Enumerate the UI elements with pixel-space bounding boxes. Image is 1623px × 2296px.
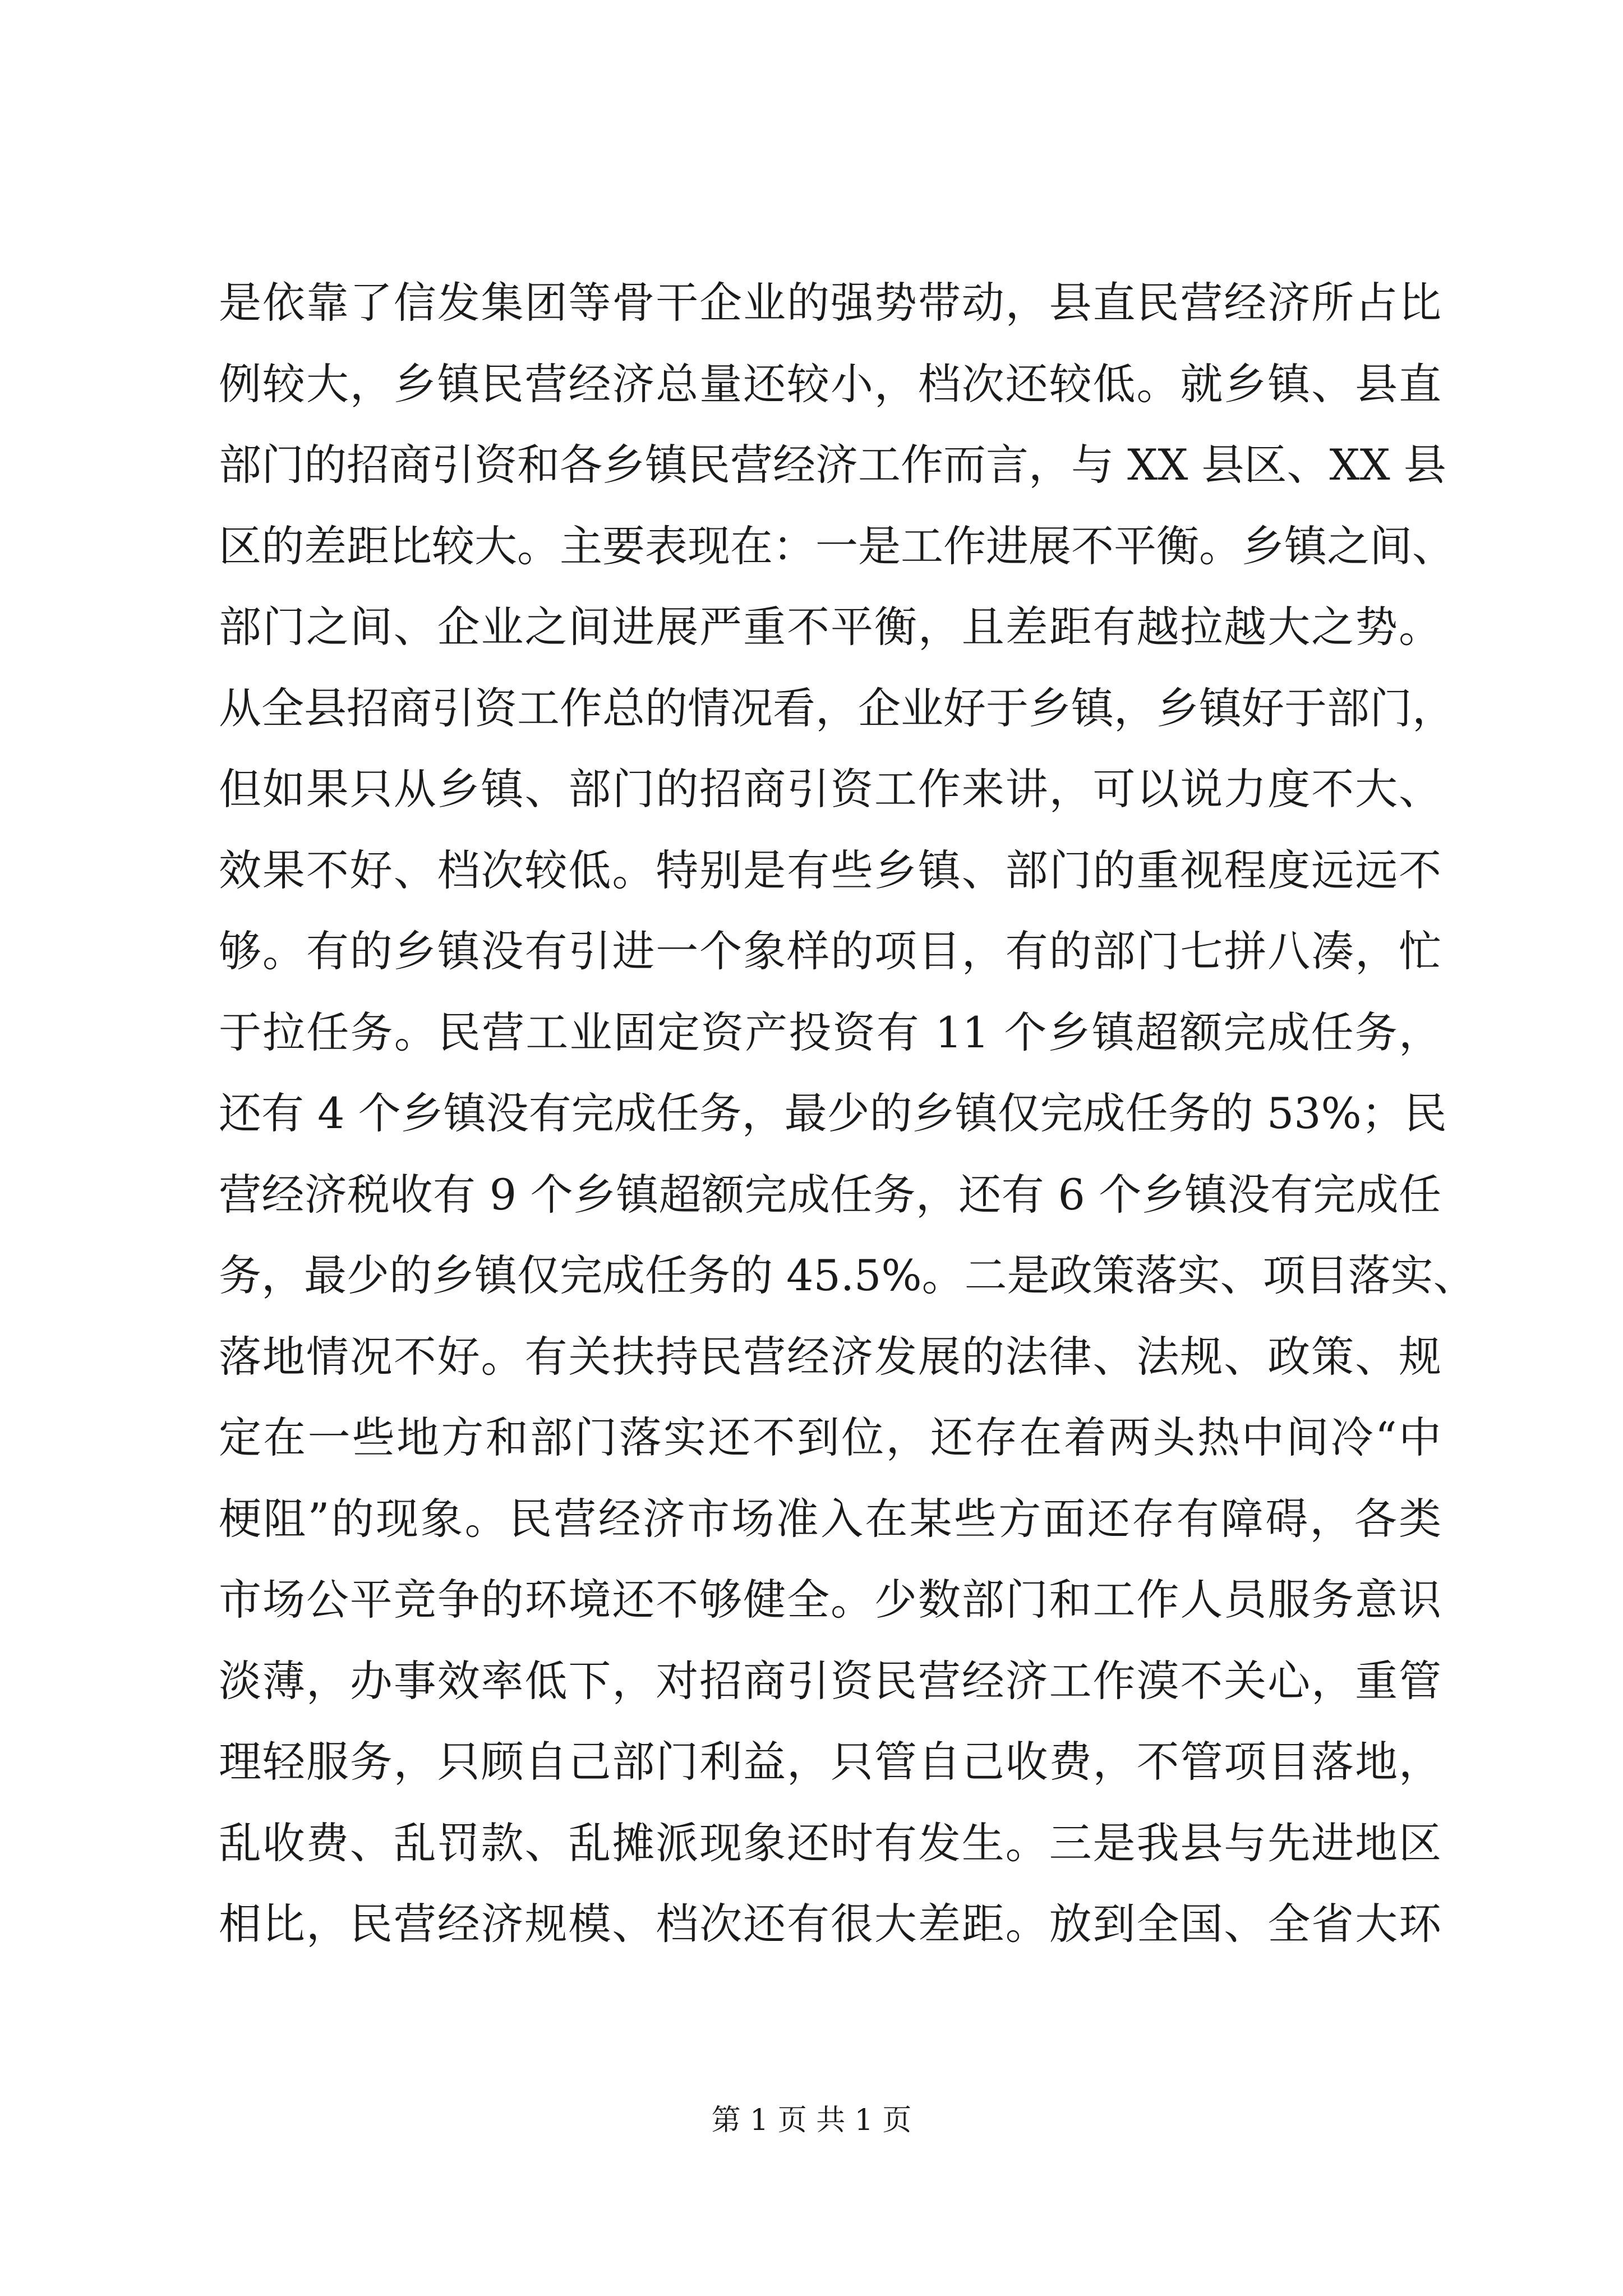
text-line: 乱收费、乱罚款、乱摊派现象还时有发生。三是我县与先进地区 [219, 1818, 1441, 1868]
text-line: 营经济税收有 9 个乡镇超额完成任务，还有 6 个乡镇没有完成任 [219, 1169, 1441, 1220]
text-line: 区的差距比较大。主要表现在：一是工作进展不平衡。乡镇之间、 [219, 521, 1455, 571]
text-line: 定在一些地方和部门落实还不到位，还存在着两头热中间冷“中 [219, 1412, 1441, 1462]
text-line: 梗阻”的现象。民营经济市场准入在某些方面还存有障碍，各类 [219, 1493, 1441, 1544]
text-line: 但如果只从乡镇、部门的招商引资工作来讲，可以说力度不大、 [219, 764, 1441, 814]
text-line: 部门的招商引资和各乡镇民营经济工作而言，与 XX 县区、XX 县 [219, 440, 1446, 490]
page-footer [0, 2101, 1623, 2140]
text-line: 相比，民营经济规模、档次还有很大差距。放到全国、全省大环 [219, 1899, 1441, 1949]
text-line: 落地情况不好。有关扶持民营经济发展的法律、法规、政策、规 [219, 1331, 1441, 1382]
text-line: 部门之间、企业之间进展严重不平衡，且差距有越拉越大之势。 [219, 602, 1441, 652]
text-line: 从全县招商引资工作总的情况看，企业好于乡镇，乡镇好于部门， [219, 683, 1455, 733]
text-line: 效果不好、档次较低。特别是有些乡镇、部门的重视程度远远不 [219, 845, 1441, 895]
text-line: 市场公平竞争的环境还不够健全。少数部门和工作人员服务意识 [219, 1575, 1441, 1625]
text-line: 够。有的乡镇没有引进一个象样的项目，有的部门七拼八凑，忙 [219, 926, 1441, 976]
text-line: 是依靠了信发集团等骨干企业的强势带动，县直民营经济所占比 [219, 278, 1441, 328]
text-line: 淡薄，办事效率低下，对招商引资民营经济工作漠不关心，重管 [219, 1655, 1441, 1706]
text-line: 于拉任务。民营工业固定资产投资有 11 个乡镇超额完成任务， [219, 1007, 1441, 1057]
body-paragraph [219, 263, 1476, 1965]
text-line: 例较大，乡镇民营经济总量还较小，档次还较低。就乡镇、县直 [219, 358, 1441, 409]
text-line: 理轻服务，只顾自己部门利益，只管自己收费，不管项目落地， [219, 1737, 1441, 1787]
text-line: 还有 4 个乡镇没有完成任务，最少的乡镇仅完成任务的 53%；民 [219, 1088, 1447, 1138]
page-number: 第 1 页 共 1 页 [711, 2104, 912, 2137]
text-line: 务，最少的乡镇仅完成任务的 45.5%。二是政策落实、项目落实、 [219, 1250, 1476, 1300]
